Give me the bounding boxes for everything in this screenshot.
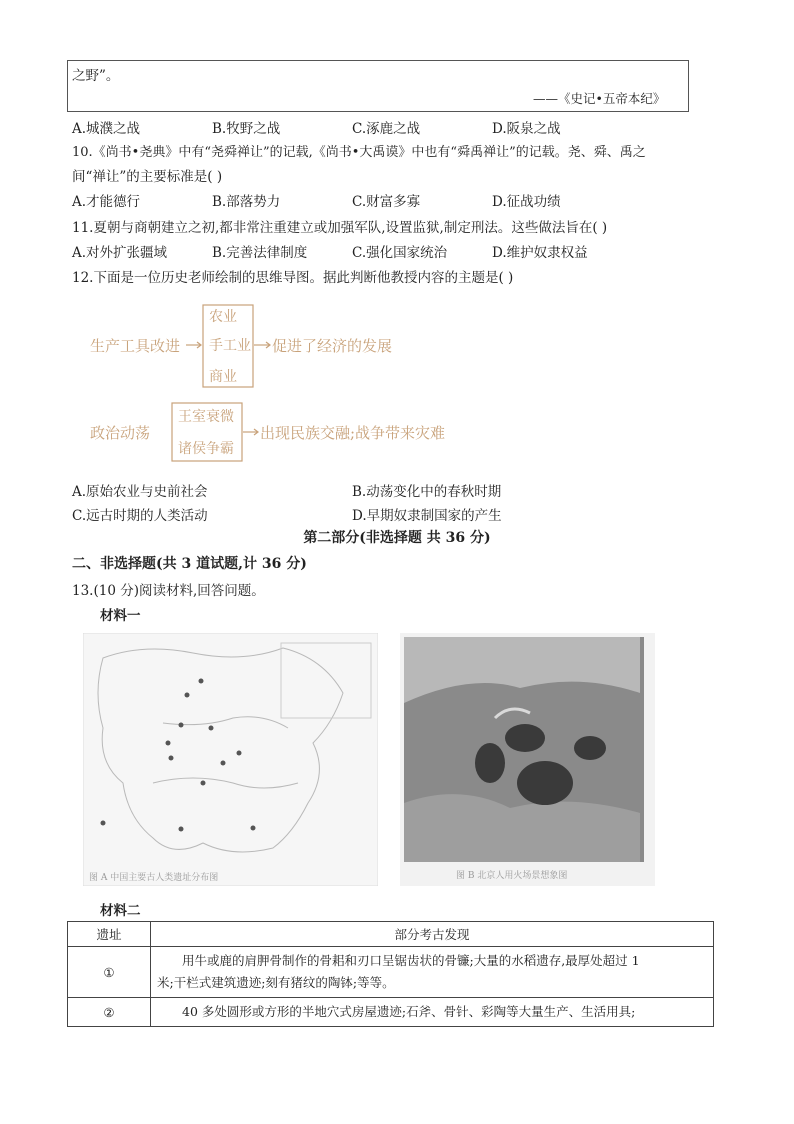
mindmap-item-handicraft: 手工业 — [209, 338, 251, 354]
mindmap-row2-left: 政治动荡 — [90, 424, 151, 442]
q13-stem: 13.(10 分)阅读材料,回答问题。 — [72, 583, 265, 599]
mindmap-row1-left: 生产工具改进 — [90, 337, 181, 355]
table-row — [68, 998, 714, 1027]
q10-stem-line2: 间“禅让”的主要标准是( ) — [72, 169, 223, 185]
figure-a-caption: 图 A 中国主要古人类遗址分布图 — [89, 873, 219, 883]
q9-option-a: A.城濮之战 — [72, 121, 141, 137]
archaeology-table — [67, 921, 714, 1027]
mindmap-item-agriculture: 农业 — [209, 309, 237, 325]
q9-option-d: D.阪泉之战 — [492, 121, 561, 137]
figure-b-illustration — [400, 633, 655, 886]
q9-option-c: C.涿鹿之战 — [352, 121, 421, 137]
q10-stem-line1: 10.《尚书•尧典》中有“尧舜禅让”的记载,《尚书•大禹谟》中也有“舜禹禅让”的记载。尧、舜、禹之 — [72, 145, 646, 160]
findings-line2: 米;干栏式建筑遗迹;刻有猪纹的陶钵;等等。 — [157, 975, 395, 990]
q10-option-d: D.征战功绩 — [492, 194, 561, 210]
table-cell-findings — [151, 947, 714, 998]
q9-option-b: B.牧野之战 — [212, 121, 281, 137]
material-1-label: 材料一 — [100, 608, 141, 624]
q11-stem: 11.夏朝与商朝建立之初,都非常注重建立或加强军队,设置监狱,制定刑法。这些做法旨在( ) — [72, 220, 608, 236]
q11-option-c: C.强化国家统治 — [352, 245, 448, 261]
q12-option-a: A.原始农业与史前社会 — [72, 484, 208, 500]
part2-title: 第二部分(非选择题 共 36 分) — [303, 530, 491, 546]
q10-option-b: B.部落势力 — [212, 194, 281, 210]
section2-title: 二、非选择题(共 3 道试题,计 36 分) — [72, 556, 307, 572]
mindmap-item-commerce: 商业 — [209, 369, 237, 385]
figure-b-caption: 图 B 北京人用火场景想象图 — [456, 871, 568, 881]
q12-option-d: D.早期奴隶制国家的产生 — [352, 508, 502, 524]
mindmap-item-hegemony: 诸侯争霸 — [178, 441, 234, 457]
mindmap-row1-result: 促进了经济的发展 — [272, 337, 393, 355]
q10-option-c: C.财富多寡 — [352, 194, 421, 210]
table-header-site: 遗址 — [68, 922, 151, 947]
table-cell-findings — [151, 998, 714, 1027]
table-row — [68, 947, 714, 998]
mindmap-row2-result: 出现民族交融;战争带来灾难 — [260, 424, 446, 442]
material-2-label: 材料二 — [100, 903, 141, 919]
q10-option-a: A.才能德行 — [72, 194, 141, 210]
table-cell-site: ① — [68, 947, 151, 998]
table-header-row — [68, 922, 714, 947]
quote-source: ——《史记•五帝本纪》 — [533, 91, 666, 106]
findings-line1: 用牛或鹿的肩胛骨制作的骨耜和刃口呈锯齿状的骨镰;大量的水稻遗存,最厚处超过 1 — [182, 953, 640, 968]
q11-option-d: D.维护奴隶权益 — [492, 245, 588, 261]
figure-a-map — [83, 633, 378, 886]
quote-text: 之野”。 — [72, 68, 120, 84]
q12-option-b: B.动荡变化中的春秋时期 — [352, 484, 502, 500]
mind-map-diagram — [80, 295, 500, 475]
q11-option-b: B.完善法律制度 — [212, 245, 308, 261]
table-header-findings: 部分考古发现 — [151, 922, 714, 947]
q12-stem: 12.下面是一位历史老师绘制的思维导图。据此判断他教授内容的主题是( ) — [72, 270, 514, 286]
q12-option-c: C.远古时期的人类活动 — [72, 508, 208, 524]
table-cell-site: ② — [68, 998, 151, 1027]
q11-option-a: A.对外扩张疆域 — [72, 245, 168, 261]
findings-line1: 40 多处圆形或方形的半地穴式房屋遗迹;石斧、骨针、彩陶等大量生产、生活用具; — [182, 1004, 636, 1019]
mindmap-item-royal-decline: 王室衰微 — [178, 409, 234, 425]
